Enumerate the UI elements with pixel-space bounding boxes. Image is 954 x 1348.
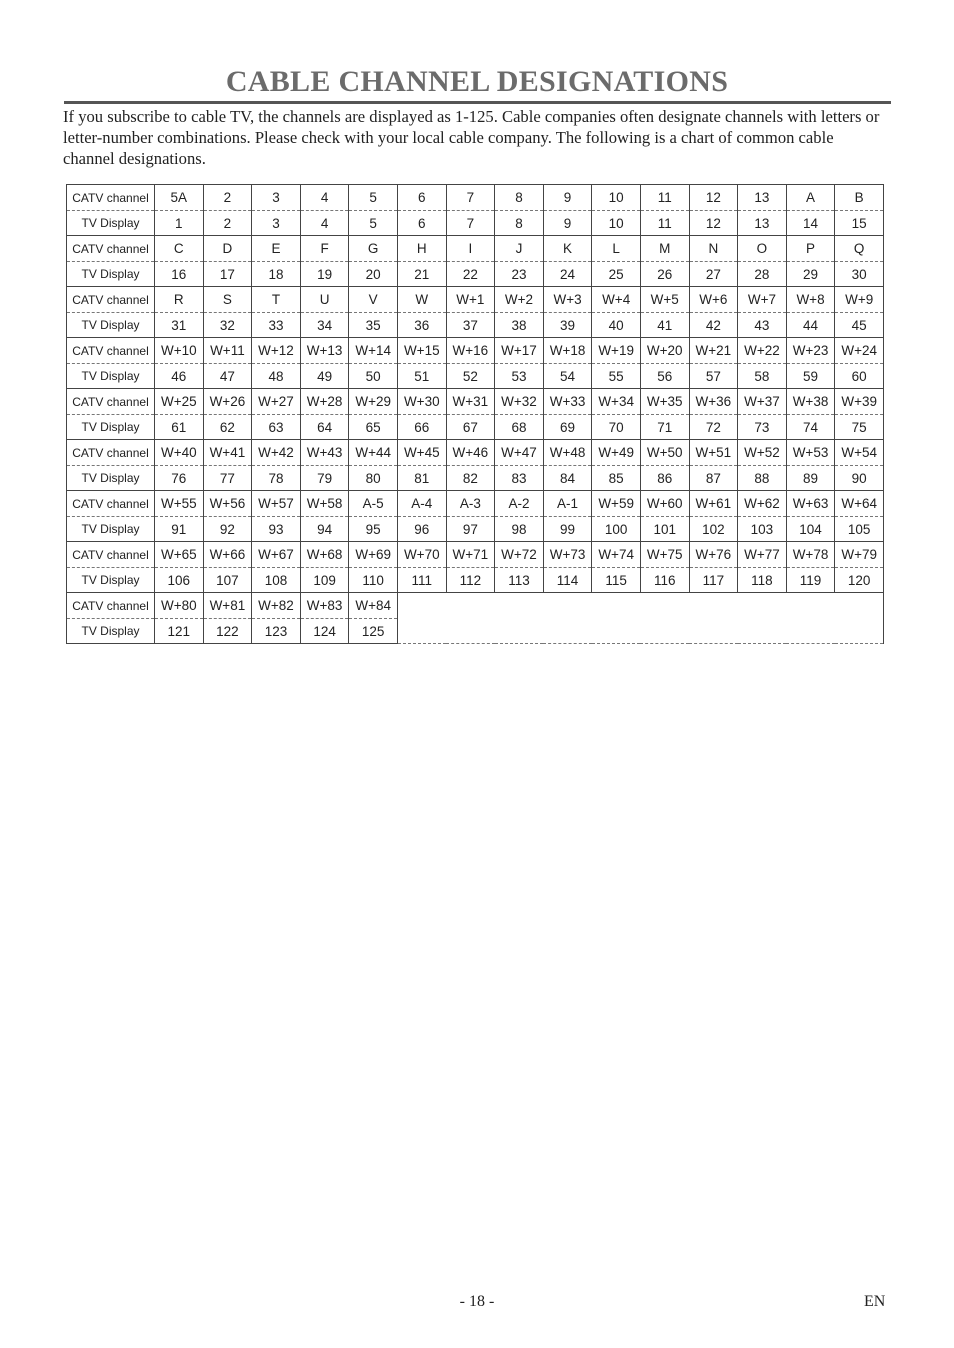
catv-channel-cell: 8 <box>495 185 544 211</box>
catv-channel-cell: C <box>155 236 204 262</box>
tv-display-cell: 83 <box>495 466 544 491</box>
tv-display-cell: 23 <box>495 262 544 287</box>
catv-channel-cell: 12 <box>689 185 738 211</box>
tv-display-cell: 80 <box>349 466 398 491</box>
tv-display-label: TV Display <box>67 415 155 440</box>
tv-display-cell: 5 <box>349 211 398 236</box>
tv-display-cell: 115 <box>592 568 641 593</box>
catv-channel-cell: W+65 <box>155 542 204 568</box>
catv-channel-cell: W+3 <box>543 287 592 313</box>
tv-display-cell: 18 <box>252 262 301 287</box>
tv-display-cell: 89 <box>786 466 835 491</box>
tv-display-cell: 71 <box>640 415 689 440</box>
catv-channel-cell: W+12 <box>252 338 301 364</box>
catv-channel-label: CATV channel <box>67 287 155 313</box>
tv-display-cell: 74 <box>786 415 835 440</box>
catv-channel-cell: W+44 <box>349 440 398 466</box>
catv-channel-cell: W+37 <box>738 389 787 415</box>
tv-display-cell: 75 <box>835 415 884 440</box>
tv-display-cell: 65 <box>349 415 398 440</box>
catv-channel-cell: W+56 <box>203 491 252 517</box>
catv-channel-cell: A-4 <box>397 491 446 517</box>
tv-display-cell: 46 <box>155 364 204 389</box>
tv-display-cell: 79 <box>300 466 349 491</box>
tv-display-cell: 55 <box>592 364 641 389</box>
catv-channel-row <box>67 287 884 313</box>
tv-display-cell: 70 <box>592 415 641 440</box>
tv-display-row <box>67 364 884 389</box>
tv-display-cell: 73 <box>738 415 787 440</box>
tv-display-cell: 38 <box>495 313 544 338</box>
catv-channel-cell: W+24 <box>835 338 884 364</box>
tv-display-cell: 10 <box>592 211 641 236</box>
catv-channel-cell: 6 <box>397 185 446 211</box>
tv-display-cell: 42 <box>689 313 738 338</box>
catv-channel-cell: I <box>446 236 495 262</box>
catv-channel-cell: L <box>592 236 641 262</box>
tv-display-cell: 41 <box>640 313 689 338</box>
catv-channel-row <box>67 440 884 466</box>
tv-display-row <box>67 211 884 236</box>
catv-channel-cell: K <box>543 236 592 262</box>
catv-channel-cell: W+79 <box>835 542 884 568</box>
catv-channel-cell: A-1 <box>543 491 592 517</box>
catv-channel-cell: W+40 <box>155 440 204 466</box>
catv-channel-cell: W+52 <box>738 440 787 466</box>
catv-channel-cell: W+59 <box>592 491 641 517</box>
tv-display-cell: 2 <box>203 211 252 236</box>
tv-display-cell: 92 <box>203 517 252 542</box>
tv-display-cell: 99 <box>543 517 592 542</box>
tv-display-cell: 78 <box>252 466 301 491</box>
catv-channel-cell: G <box>349 236 398 262</box>
tv-display-cell: 114 <box>543 568 592 593</box>
catv-channel-row <box>67 542 884 568</box>
catv-channel-cell: W+81 <box>203 593 252 619</box>
catv-channel-cell: 5A <box>155 185 204 211</box>
tv-display-cell: 34 <box>300 313 349 338</box>
catv-channel-cell: W+67 <box>252 542 301 568</box>
catv-channel-cell: M <box>640 236 689 262</box>
tv-display-cell: 110 <box>349 568 398 593</box>
catv-channel-cell: W+66 <box>203 542 252 568</box>
catv-channel-cell: W+82 <box>252 593 301 619</box>
catv-channel-cell: V <box>349 287 398 313</box>
catv-channel-label: CATV channel <box>67 491 155 517</box>
catv-channel-cell: W+53 <box>786 440 835 466</box>
tv-display-cell: 20 <box>349 262 398 287</box>
catv-channel-label: CATV channel <box>67 440 155 466</box>
tv-display-row <box>67 517 884 542</box>
tv-display-label: TV Display <box>67 364 155 389</box>
tv-display-cell: 113 <box>495 568 544 593</box>
catv-channel-cell: W+51 <box>689 440 738 466</box>
catv-channel-cell: O <box>738 236 787 262</box>
tv-display-cell: 17 <box>203 262 252 287</box>
tv-display-cell: 13 <box>738 211 787 236</box>
tv-display-label: TV Display <box>67 262 155 287</box>
tv-display-cell: 37 <box>446 313 495 338</box>
tv-display-cell: 111 <box>397 568 446 593</box>
tv-display-cell: 118 <box>738 568 787 593</box>
catv-channel-cell: A-5 <box>349 491 398 517</box>
catv-channel-cell: D <box>203 236 252 262</box>
catv-channel-cell: W+7 <box>738 287 787 313</box>
catv-channel-cell: T <box>252 287 301 313</box>
tv-display-cell: 58 <box>738 364 787 389</box>
tv-display-cell: 59 <box>786 364 835 389</box>
catv-channel-cell: W+31 <box>446 389 495 415</box>
catv-channel-row <box>67 491 884 517</box>
catv-channel-cell: Q <box>835 236 884 262</box>
catv-channel-cell: W+6 <box>689 287 738 313</box>
tv-display-cell: 11 <box>640 211 689 236</box>
catv-channel-cell: W+38 <box>786 389 835 415</box>
tv-display-cell: 95 <box>349 517 398 542</box>
catv-channel-cell: W+34 <box>592 389 641 415</box>
catv-channel-cell: W+64 <box>835 491 884 517</box>
tv-display-cell: 104 <box>786 517 835 542</box>
intro-paragraph: If you subscribe to cable TV, the channels are displayed as 1-125. Cable companies often designate channels with letters or letter-number combinations. Please check with your local cable company. The following is a chart of common cable channel designations. <box>63 107 880 168</box>
catv-channel-row <box>67 236 884 262</box>
tv-display-cell: 109 <box>300 568 349 593</box>
catv-channel-label: CATV channel <box>67 338 155 364</box>
catv-channel-cell: W+19 <box>592 338 641 364</box>
tv-display-cell: 44 <box>786 313 835 338</box>
catv-channel-cell: W+1 <box>446 287 495 313</box>
catv-channel-cell: W+80 <box>155 593 204 619</box>
tv-display-label: TV Display <box>67 466 155 491</box>
catv-channel-cell: W+49 <box>592 440 641 466</box>
catv-channel-cell: W+27 <box>252 389 301 415</box>
catv-channel-cell: W+60 <box>640 491 689 517</box>
empty-cell <box>397 593 883 644</box>
tv-display-cell: 107 <box>203 568 252 593</box>
catv-channel-cell: W+20 <box>640 338 689 364</box>
catv-channel-cell: W+30 <box>397 389 446 415</box>
tv-display-cell: 30 <box>835 262 884 287</box>
tv-display-cell: 123 <box>252 619 301 644</box>
tv-display-row <box>67 568 884 593</box>
tv-display-cell: 24 <box>543 262 592 287</box>
tv-display-cell: 33 <box>252 313 301 338</box>
catv-channel-cell: W+16 <box>446 338 495 364</box>
catv-channel-cell: W+55 <box>155 491 204 517</box>
catv-channel-cell: B <box>835 185 884 211</box>
catv-channel-cell: 7 <box>446 185 495 211</box>
catv-channel-cell: W+73 <box>543 542 592 568</box>
catv-channel-cell: W+26 <box>203 389 252 415</box>
tv-display-cell: 125 <box>349 619 398 644</box>
tv-display-cell: 32 <box>203 313 252 338</box>
tv-display-cell: 122 <box>203 619 252 644</box>
tv-display-cell: 64 <box>300 415 349 440</box>
catv-channel-cell: W+28 <box>300 389 349 415</box>
tv-display-cell: 61 <box>155 415 204 440</box>
catv-channel-label: CATV channel <box>67 389 155 415</box>
tv-display-cell: 62 <box>203 415 252 440</box>
tv-display-cell: 119 <box>786 568 835 593</box>
catv-channel-cell: W+36 <box>689 389 738 415</box>
tv-display-cell: 120 <box>835 568 884 593</box>
catv-channel-cell: W+41 <box>203 440 252 466</box>
tv-display-label: TV Display <box>67 568 155 593</box>
catv-channel-cell: P <box>786 236 835 262</box>
catv-channel-cell: 11 <box>640 185 689 211</box>
catv-channel-cell: W+58 <box>300 491 349 517</box>
tv-display-cell: 91 <box>155 517 204 542</box>
catv-channel-row <box>67 185 884 211</box>
tv-display-cell: 4 <box>300 211 349 236</box>
catv-channel-cell: A-2 <box>495 491 544 517</box>
tv-display-cell: 47 <box>203 364 252 389</box>
tv-display-cell: 108 <box>252 568 301 593</box>
tv-display-cell: 21 <box>397 262 446 287</box>
catv-channel-cell: W+21 <box>689 338 738 364</box>
tv-display-cell: 68 <box>495 415 544 440</box>
catv-channel-label: CATV channel <box>67 593 155 619</box>
catv-channel-row <box>67 389 884 415</box>
catv-channel-cell: W+78 <box>786 542 835 568</box>
catv-channel-cell: W+35 <box>640 389 689 415</box>
tv-display-label: TV Display <box>67 211 155 236</box>
catv-channel-cell: W <box>397 287 446 313</box>
tv-display-cell: 106 <box>155 568 204 593</box>
catv-channel-cell: E <box>252 236 301 262</box>
tv-display-cell: 12 <box>689 211 738 236</box>
catv-channel-cell: W+63 <box>786 491 835 517</box>
tv-display-cell: 76 <box>155 466 204 491</box>
catv-channel-cell: A <box>786 185 835 211</box>
tv-display-cell: 85 <box>592 466 641 491</box>
title-rule <box>64 101 891 104</box>
catv-channel-cell: W+68 <box>300 542 349 568</box>
catv-channel-cell: 4 <box>300 185 349 211</box>
tv-display-cell: 7 <box>446 211 495 236</box>
tv-display-cell: 77 <box>203 466 252 491</box>
catv-channel-cell: W+25 <box>155 389 204 415</box>
catv-channel-cell: W+50 <box>640 440 689 466</box>
catv-channel-row <box>67 593 884 619</box>
tv-display-cell: 52 <box>446 364 495 389</box>
page-number: - 18 - <box>459 1293 495 1310</box>
catv-channel-cell: W+77 <box>738 542 787 568</box>
tv-display-cell: 15 <box>835 211 884 236</box>
catv-channel-cell: W+84 <box>349 593 398 619</box>
tv-display-row <box>67 262 884 287</box>
catv-channel-cell: W+75 <box>640 542 689 568</box>
tv-display-cell: 1 <box>155 211 204 236</box>
tv-display-cell: 82 <box>446 466 495 491</box>
tv-display-cell: 124 <box>300 619 349 644</box>
tv-display-row <box>67 313 884 338</box>
tv-display-label: TV Display <box>67 313 155 338</box>
tv-display-cell: 67 <box>446 415 495 440</box>
language-code: EN <box>864 1293 886 1310</box>
tv-display-cell: 27 <box>689 262 738 287</box>
tv-display-cell: 40 <box>592 313 641 338</box>
tv-display-cell: 112 <box>446 568 495 593</box>
tv-display-cell: 121 <box>155 619 204 644</box>
catv-channel-cell: S <box>203 287 252 313</box>
tv-display-cell: 29 <box>786 262 835 287</box>
catv-channel-cell: W+39 <box>835 389 884 415</box>
catv-channel-cell: W+29 <box>349 389 398 415</box>
tv-display-cell: 54 <box>543 364 592 389</box>
catv-channel-cell: W+48 <box>543 440 592 466</box>
tv-display-cell: 117 <box>689 568 738 593</box>
tv-display-cell: 14 <box>786 211 835 236</box>
tv-display-cell: 86 <box>640 466 689 491</box>
tv-display-cell: 3 <box>252 211 301 236</box>
catv-channel-cell: W+23 <box>786 338 835 364</box>
tv-display-cell: 26 <box>640 262 689 287</box>
catv-channel-cell: W+10 <box>155 338 204 364</box>
catv-channel-cell: W+46 <box>446 440 495 466</box>
tv-display-cell: 53 <box>495 364 544 389</box>
tv-display-cell: 101 <box>640 517 689 542</box>
tv-display-cell: 81 <box>397 466 446 491</box>
tv-display-cell: 105 <box>835 517 884 542</box>
tv-display-cell: 22 <box>446 262 495 287</box>
catv-channel-cell: W+61 <box>689 491 738 517</box>
tv-display-cell: 35 <box>349 313 398 338</box>
tv-display-cell: 19 <box>300 262 349 287</box>
catv-channel-cell: W+4 <box>592 287 641 313</box>
catv-channel-cell: W+43 <box>300 440 349 466</box>
catv-channel-cell: 3 <box>252 185 301 211</box>
catv-channel-cell: 13 <box>738 185 787 211</box>
catv-channel-cell: W+33 <box>543 389 592 415</box>
tv-display-cell: 6 <box>397 211 446 236</box>
tv-display-cell: 72 <box>689 415 738 440</box>
tv-display-cell: 16 <box>155 262 204 287</box>
tv-display-cell: 100 <box>592 517 641 542</box>
catv-channel-cell: W+9 <box>835 287 884 313</box>
catv-channel-cell: N <box>689 236 738 262</box>
tv-display-row <box>67 466 884 491</box>
catv-channel-cell: W+42 <box>252 440 301 466</box>
tv-display-cell: 56 <box>640 364 689 389</box>
catv-channel-cell: W+32 <box>495 389 544 415</box>
catv-channel-cell: 2 <box>203 185 252 211</box>
tv-display-cell: 45 <box>835 313 884 338</box>
tv-display-cell: 103 <box>738 517 787 542</box>
catv-channel-label: CATV channel <box>67 542 155 568</box>
catv-channel-cell: W+11 <box>203 338 252 364</box>
catv-channel-cell: H <box>397 236 446 262</box>
tv-display-cell: 116 <box>640 568 689 593</box>
catv-channel-row <box>67 338 884 364</box>
page-title: CABLE CHANNEL DESIGNATIONS <box>225 65 729 98</box>
tv-display-cell: 69 <box>543 415 592 440</box>
tv-display-cell: 39 <box>543 313 592 338</box>
tv-display-label: TV Display <box>67 619 155 644</box>
catv-channel-label: CATV channel <box>67 185 155 211</box>
tv-display-cell: 94 <box>300 517 349 542</box>
catv-channel-cell: W+69 <box>349 542 398 568</box>
catv-channel-cell: W+13 <box>300 338 349 364</box>
tv-display-cell: 50 <box>349 364 398 389</box>
tv-display-cell: 93 <box>252 517 301 542</box>
tv-display-cell: 97 <box>446 517 495 542</box>
tv-display-cell: 43 <box>738 313 787 338</box>
tv-display-cell: 9 <box>543 211 592 236</box>
catv-channel-cell: W+70 <box>397 542 446 568</box>
tv-display-cell: 25 <box>592 262 641 287</box>
tv-display-cell: 66 <box>397 415 446 440</box>
catv-channel-cell: A-3 <box>446 491 495 517</box>
catv-channel-cell: J <box>495 236 544 262</box>
catv-channel-cell: W+5 <box>640 287 689 313</box>
catv-channel-cell: W+71 <box>446 542 495 568</box>
catv-channel-cell: W+74 <box>592 542 641 568</box>
catv-channel-cell: W+2 <box>495 287 544 313</box>
tv-display-cell: 36 <box>397 313 446 338</box>
tv-display-cell: 49 <box>300 364 349 389</box>
tv-display-cell: 96 <box>397 517 446 542</box>
catv-channel-label: CATV channel <box>67 236 155 262</box>
catv-channel-cell: R <box>155 287 204 313</box>
catv-channel-cell: U <box>300 287 349 313</box>
catv-channel-cell: 9 <box>543 185 592 211</box>
tv-display-cell: 31 <box>155 313 204 338</box>
catv-channel-cell: W+14 <box>349 338 398 364</box>
tv-display-cell: 102 <box>689 517 738 542</box>
tv-display-cell: 98 <box>495 517 544 542</box>
catv-channel-cell: W+18 <box>543 338 592 364</box>
catv-channel-cell: 5 <box>349 185 398 211</box>
catv-channel-cell: W+8 <box>786 287 835 313</box>
tv-display-cell: 51 <box>397 364 446 389</box>
catv-channel-cell: W+47 <box>495 440 544 466</box>
tv-display-cell: 63 <box>252 415 301 440</box>
catv-channel-cell: W+22 <box>738 338 787 364</box>
catv-channel-cell: 10 <box>592 185 641 211</box>
tv-display-cell: 57 <box>689 364 738 389</box>
catv-channel-cell: W+72 <box>495 542 544 568</box>
catv-channel-cell: W+15 <box>397 338 446 364</box>
tv-display-cell: 84 <box>543 466 592 491</box>
catv-channel-cell: W+54 <box>835 440 884 466</box>
catv-channel-cell: W+76 <box>689 542 738 568</box>
tv-display-cell: 28 <box>738 262 787 287</box>
catv-channel-cell: W+17 <box>495 338 544 364</box>
tv-display-row <box>67 415 884 440</box>
cable-channel-table <box>66 184 884 644</box>
catv-channel-cell: W+83 <box>300 593 349 619</box>
catv-channel-cell: F <box>300 236 349 262</box>
tv-display-cell: 87 <box>689 466 738 491</box>
tv-display-cell: 90 <box>835 466 884 491</box>
tv-display-cell: 48 <box>252 364 301 389</box>
tv-display-cell: 60 <box>835 364 884 389</box>
tv-display-cell: 88 <box>738 466 787 491</box>
tv-display-label: TV Display <box>67 517 155 542</box>
catv-channel-cell: W+62 <box>738 491 787 517</box>
catv-channel-cell: W+45 <box>397 440 446 466</box>
catv-channel-cell: W+57 <box>252 491 301 517</box>
tv-display-cell: 8 <box>495 211 544 236</box>
